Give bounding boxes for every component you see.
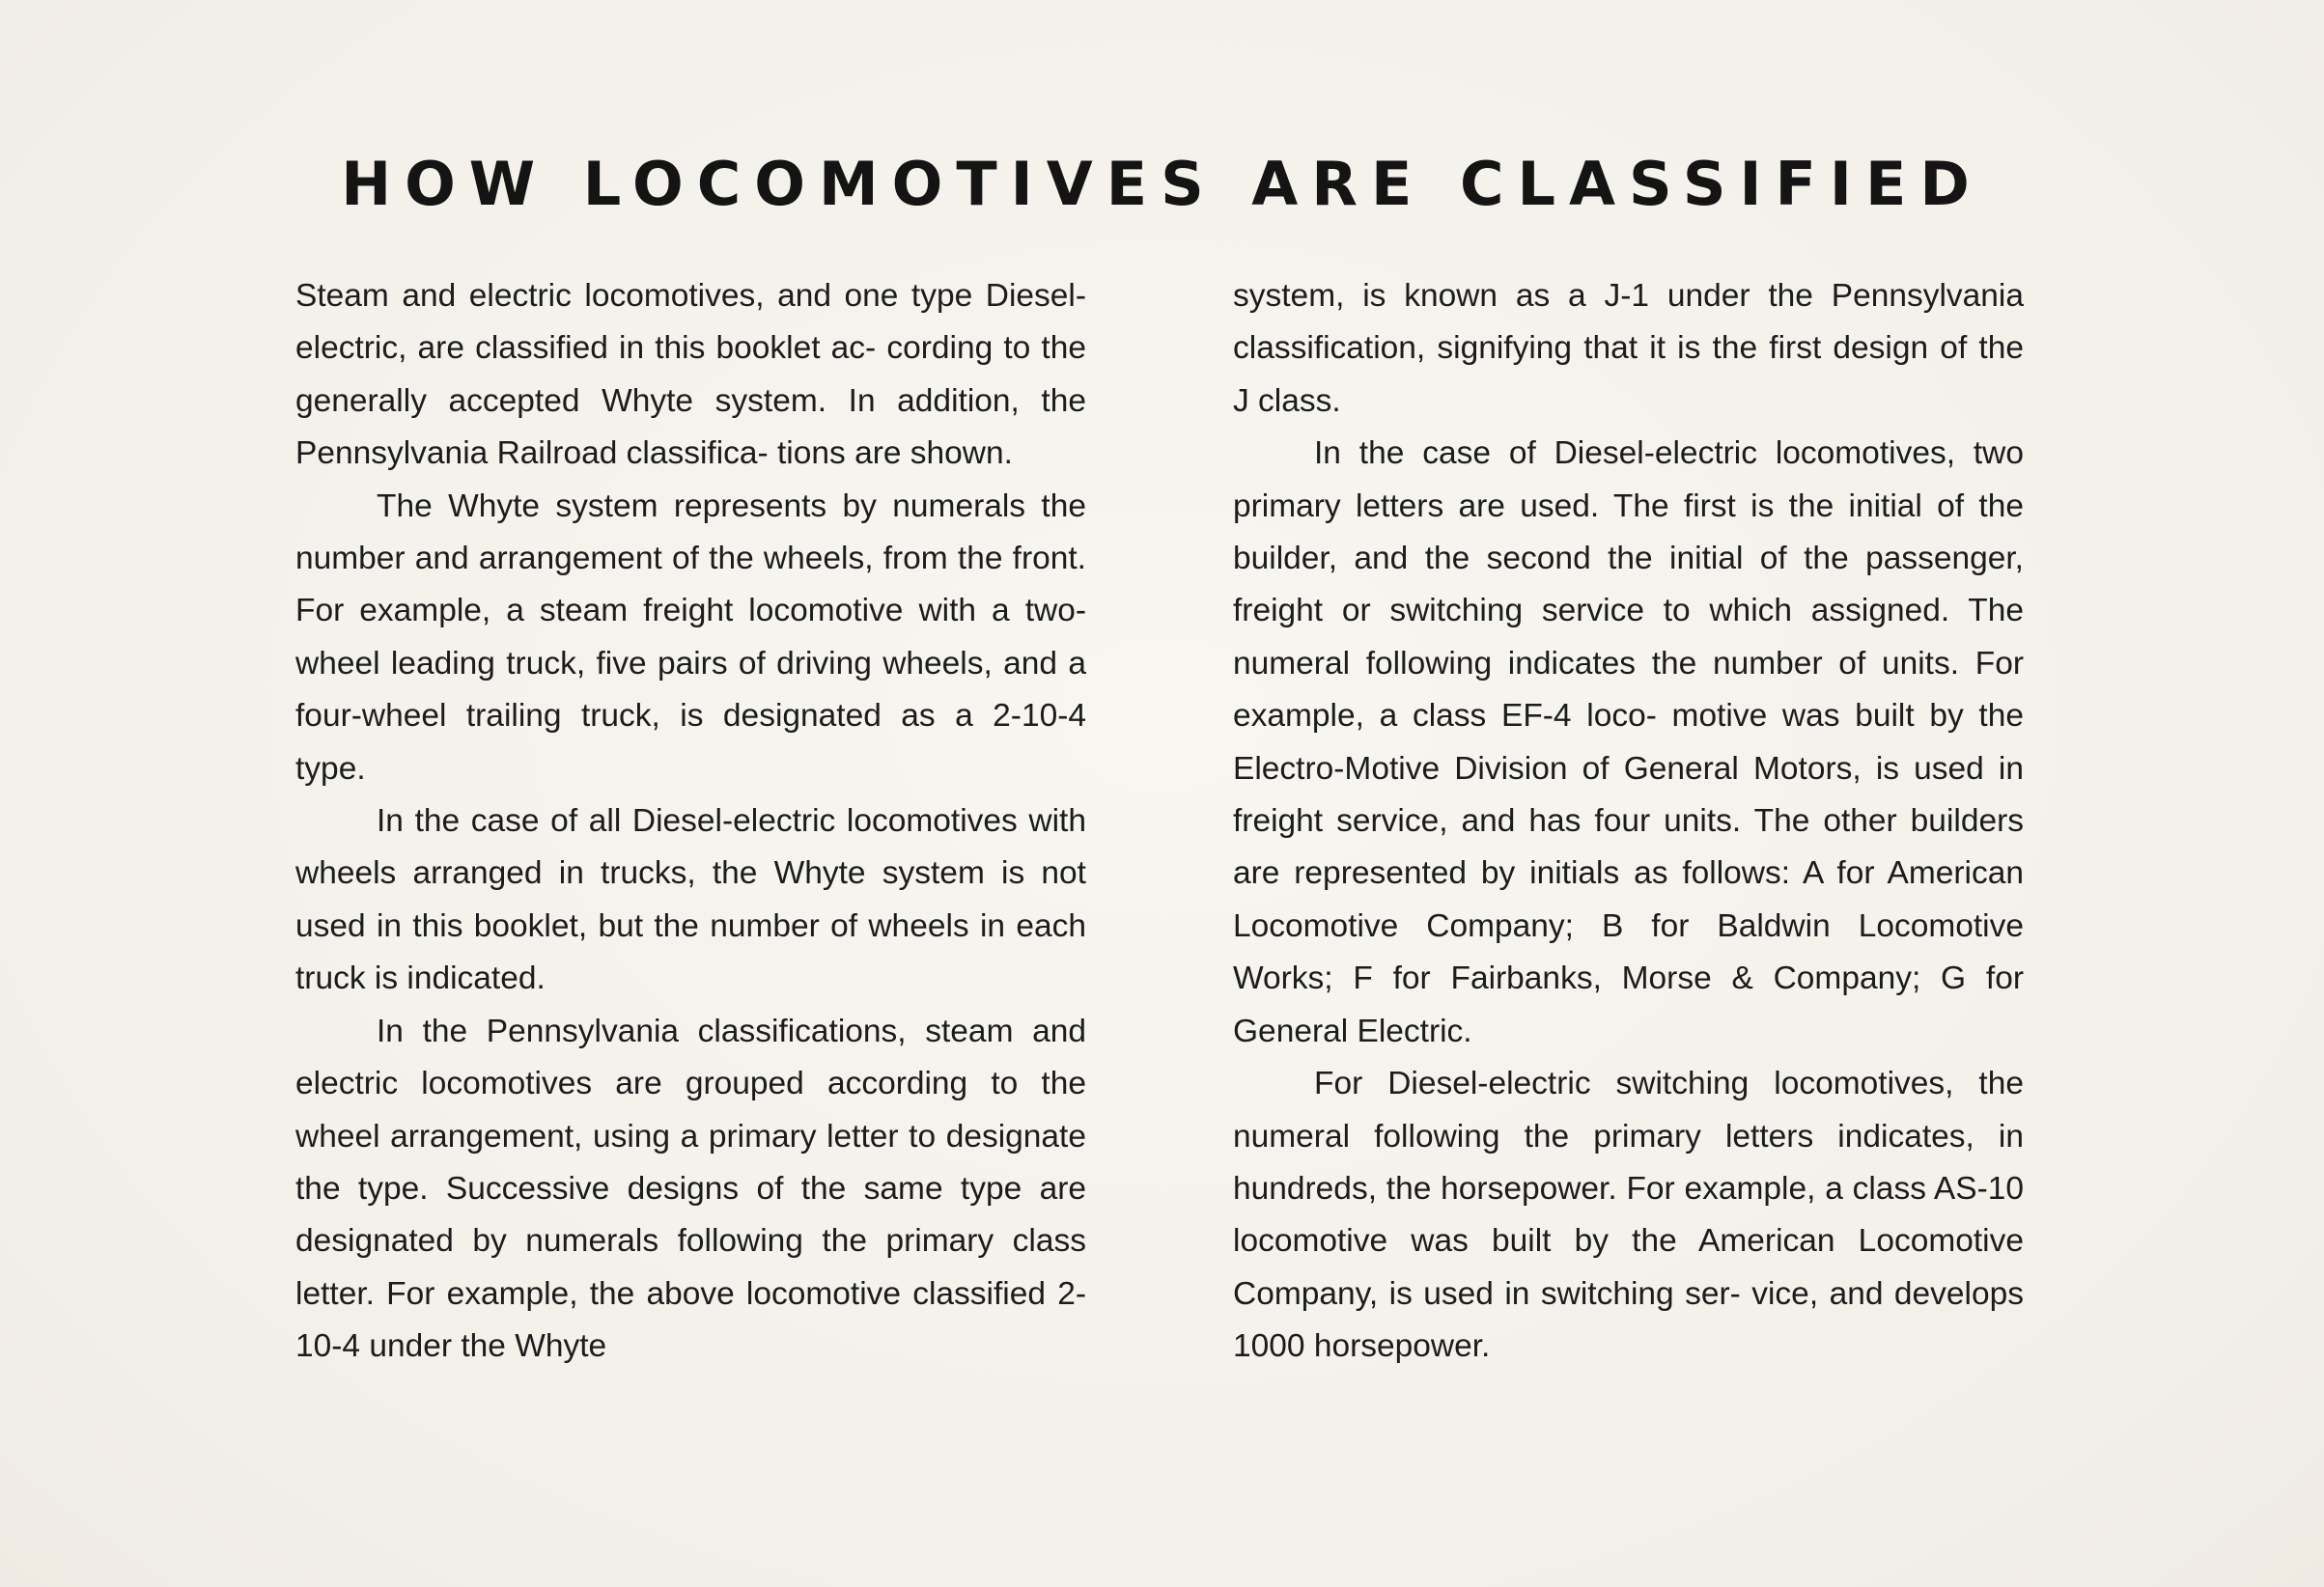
paragraph: In the case of Diesel-electric locomotives, two primary letters are used. The first is the initial of the builder, and the second the initial of the passenger, freight or switching service to which assigned. The numeral following indicates the number of units. For example, a class EF-4 loco- motive was built by the Electro-Motive Division of General Motors, is used in freight service, and has four units. The other builders are represented by initials as follows: A for American Locomotive Company; B for Baldwin Locomotive Works; F for Fairbanks, Morse & Company; G for General Electric.: [1233, 435, 2024, 1049]
paragraph: The Whyte system represents by numerals the number and arrangement of the wheels, from the front. For example, a steam freight locomotive with a two-wheel leading truck, five pairs of driving wheels, and a four-wheel trailing truck, is designated as a 2-10-4 type.: [295, 487, 1086, 787]
paragraph: In the Pennsylvania classifications, steam and electric locomotives are grouped according to the wheel arrangement, using a primary letter to designate the type. Successive designs of the same type are designated by numerals following the primary class letter. For example, the above locomotive classified 2-10-4 under the Whyte: [295, 1013, 1086, 1365]
paragraph: For Diesel-electric switching locomotives, the numeral following the primary letters indicates, in hundreds, the horsepower. For example, a class AS-10 locomotive was built by the American Locomotive Company, is used in switching ser- vice, and develops 1000 horsepower.: [1233, 1066, 2024, 1365]
paragraph: In the case of all Diesel-electric locomotives with wheels arranged in trucks, the Whyte system is not used in this booklet, but the number of wheels in each truck is indicated.: [295, 803, 1086, 997]
paragraph: Steam and electric locomotives, and one type Diesel-electric, are classified in this booklet ac- cording to the generally accepted Whyte system. In addition, the Pennsylvania Railroad classifica- tions are shown.: [295, 278, 1086, 472]
page-title: HOW LOCOMOTIVES ARE CLASSIFIED: [341, 149, 1983, 219]
paragraph: system, is known as a J-1 under the Pennsylvania classification, signifying that it is the first design of the J class.: [1233, 278, 2024, 419]
left-column: [295, 270, 1086, 1374]
right-column: [1233, 270, 2024, 1374]
